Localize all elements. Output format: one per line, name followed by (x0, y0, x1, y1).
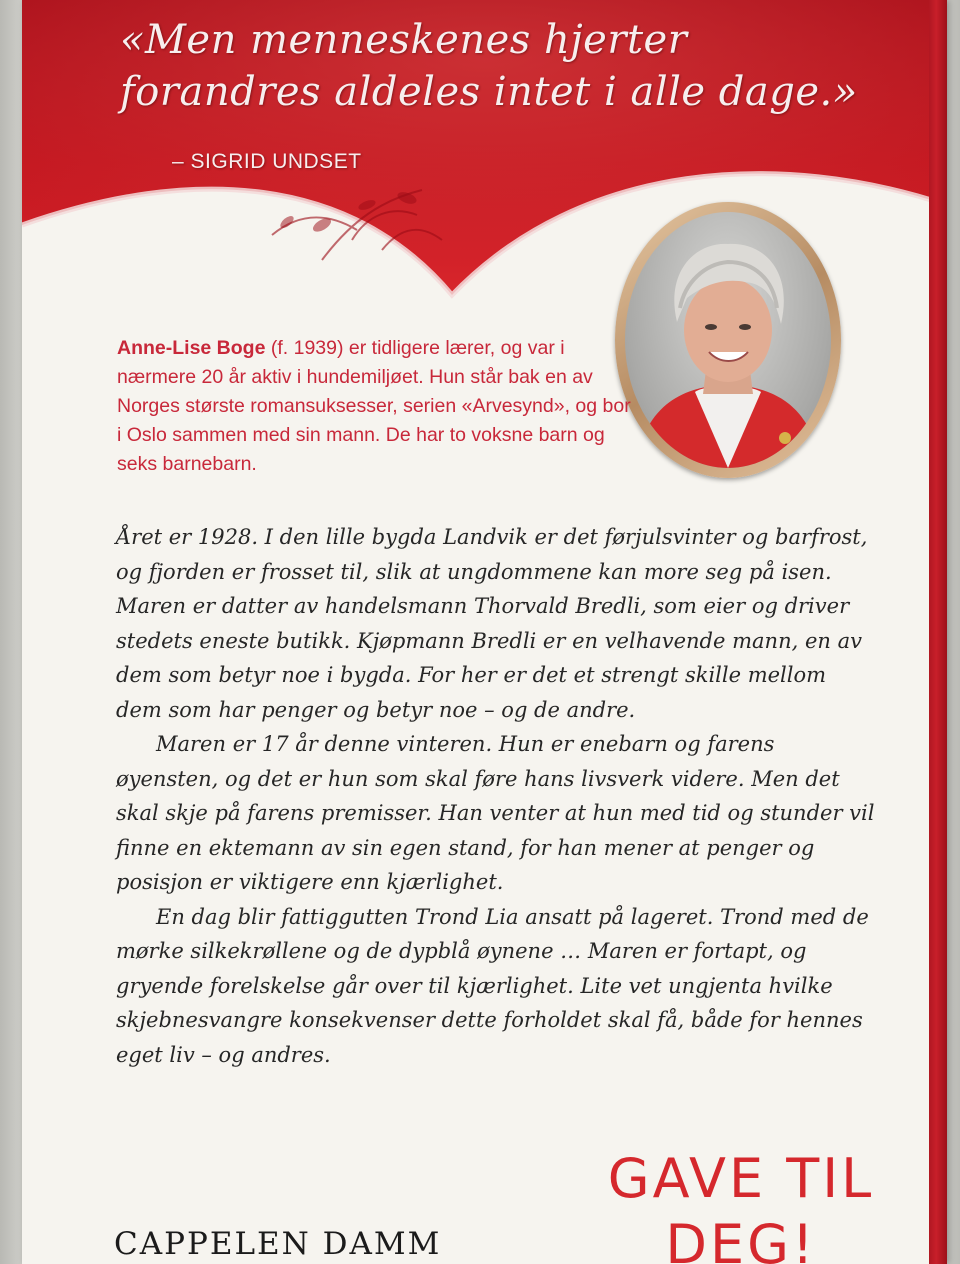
quote-text: «Men menneskenes hjerter forandres aldeles intet i alle dage.» (120, 17, 858, 115)
author-portrait (625, 212, 831, 468)
quote-author: – SIGRID UNDSET (172, 150, 362, 173)
blurb-paragraph: En dag blir fattiggutten Trond Lia ansatt på lageret. Trond med de mørke silkekrøllene og de dypblå øynene … Maren er fortapt, og gryende forelskelse går over til kjærlighet. Lite vet ungjenta hvilke skjebnesvangre konsekvenser dette forholdet skal få, både for hennes eget liv – og andres. (116, 904, 869, 1067)
author-photo-illustration (625, 212, 831, 468)
cover-edge (929, 0, 947, 1264)
author-name: Anne-Lise Boge (117, 337, 266, 359)
book-blurb (116, 520, 876, 1072)
publisher-logo-text: CAPPELEN DAMM (114, 1226, 442, 1262)
blurb-paragraph: Året er 1928. I den lille bygda Landvik er det førjulsvinter og barfrost, og fjorden er frosset til, slik at ungdommene kan more seg på isen. Maren er datter av handelsmann Thorvald Bredli, som eier og driver stedets eneste butikk. Kjøpmann Bredli er en velhavende mann, en av dem som betyr noe i bygda. For her er det et strengt skille mellom dem som har penger og betyr noe – og de andre. (116, 525, 868, 722)
gift-label: GAVE TIL DEG! (607, 1147, 875, 1264)
author-bio (117, 334, 637, 479)
author-bio-text: (f. 1939) er tidligere lærer, og var i nærmere 20 år aktiv i hundemiljøet. Hun står bak en av Norges største romansuksesser, serien «Arvesynd», og bor i Oslo sammen med sin mann. De har to voksne barn og seks barnebarn. (117, 337, 631, 475)
author-portrait-frame (615, 202, 841, 478)
blurb-paragraph: Maren er 17 år denne vinteren. Hun er enebarn og farens øyensten, og det er hun som skal føre hans livsverk videre. Men det skal skje på farens premisser. Han venter at hun med tid og stunder vil finne en ektemann av sin egen stand, for han mener at penger og posisjon er viktigere enn kjærlighet. (116, 732, 875, 894)
book-back-cover (22, 0, 947, 1264)
